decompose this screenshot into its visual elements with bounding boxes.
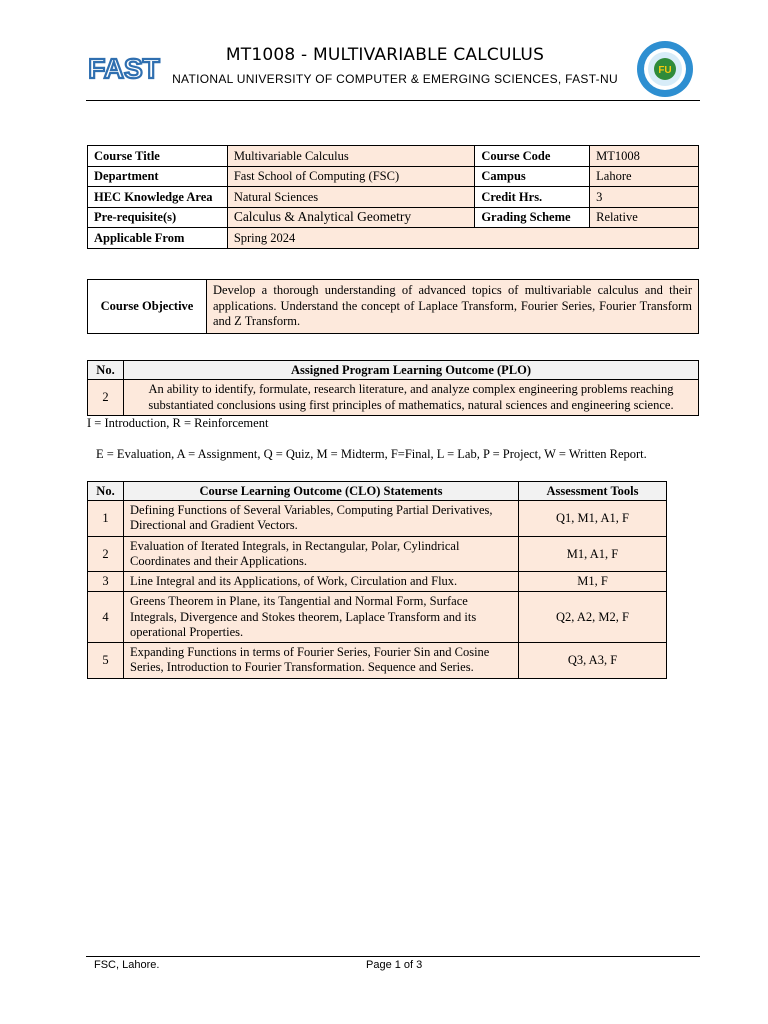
plo-description: An ability to identify, formulate, research literature, and analyze complex engineering problems reaching substantiated conclusions using first principles of mathematics, natural sciences and engineering science. [124,380,699,416]
clo-statement: Greens Theorem in Plane, its Tangential and Normal Form, Surface Integrals, Divergence and Stokes theorem, Laplace Transform and its operational Properties. [124,592,519,643]
clo-number: 3 [88,572,124,592]
course-objective-text: Develop a thorough understanding of advanced topics of multivariable calculus and their applications. Understand the concept of Laplace Transform, Fourier Series, Fourier Transform and Z Transform. [207,280,699,334]
clo-statement: Defining Functions of Several Variables, Computing Partial Derivatives, Directional and Gradient Vectors. [124,501,519,537]
clo-statement: Evaluation of Iterated Integrals, in Rectangular, Polar, Cylindrical Coordinates and their Applications. [124,536,519,572]
header-divider [86,100,700,101]
table-row [88,380,699,416]
prerequisite-label: Pre-requisite(s) [88,207,228,228]
course-info-table [87,145,699,249]
fast-logo [88,52,160,84]
table-header-row [88,361,699,380]
course-objective-label: Course Objective [88,280,207,334]
table-row [88,501,667,537]
clo-assessment-tools: M1, A1, F [519,536,667,572]
clo-statement: Expanding Functions in terms of Fourier Series, Fourier Sin and Cosine Series, Introduction to Fourier Transformation. Sequence and Series. [124,643,519,679]
table-row [88,228,699,249]
seal-text: FU [658,65,672,76]
clo-assessment-tools: M1, F [519,572,667,592]
course-objective-table [87,279,699,334]
table-row [88,146,699,167]
clo-assessment-tools: Q1, M1, A1, F [519,501,667,537]
clo-table [87,481,667,679]
footer-divider [86,956,700,957]
plo-no-header: No. [88,361,124,380]
department-value: Fast School of Computing (FSC) [227,166,475,187]
clo-statement-header: Course Learning Outcome (CLO) Statements [124,482,519,501]
course-code-value: MT1008 [590,146,699,167]
table-row [88,572,667,592]
plo-number: 2 [88,380,124,416]
clo-number: 5 [88,643,124,679]
table-header-row [88,482,667,501]
campus-label: Campus [475,166,590,187]
grading-scheme-value: Relative [590,207,699,228]
clo-number: 2 [88,536,124,572]
assessment-legend: E = Evaluation, A = Assignment, Q = Quiz, M = Midterm, F=Final, L = Lab, P = Project, W = Written Report. [96,447,647,461]
credit-hours-value: 3 [590,187,699,208]
grading-scheme-label: Grading Scheme [475,207,590,228]
table-row [88,592,667,643]
table-row [88,207,699,228]
table-row [88,280,699,334]
logo-text: FAST [88,53,160,84]
table-row [88,536,667,572]
knowledge-area-label: HEC Knowledge Area [88,187,228,208]
credit-hours-label: Credit Hrs. [475,187,590,208]
clo-number: 4 [88,592,124,643]
clo-number: 1 [88,501,124,537]
level-legend: I = Introduction, R = Reinforcement [87,416,269,430]
clo-no-header: No. [88,482,124,501]
document-title: MT1008 - MULTIVARIABLE CALCULUS [225,45,545,65]
knowledge-area-value: Natural Sciences [227,187,475,208]
applicable-from-value: Spring 2024 [227,228,698,249]
assessment-tools-header: Assessment Tools [519,482,667,501]
table-row [88,187,699,208]
clo-assessment-tools: Q3, A3, F [519,643,667,679]
course-title-label: Course Title [88,146,228,167]
footer-campus: FSC, Lahore. [94,959,160,971]
document-subtitle: NATIONAL UNIVERSITY OF COMPUTER & EMERGING SCIENCES, FAST-NU [172,72,618,86]
plo-title-header: Assigned Program Learning Outcome (PLO) [124,361,699,380]
department-label: Department [88,166,228,187]
course-title-value: Multivariable Calculus [227,146,475,167]
clo-assessment-tools: Q2, A2, M2, F [519,592,667,643]
university-seal-icon [636,40,694,98]
table-row [88,166,699,187]
plo-table [87,360,699,416]
clo-statement: Line Integral and its Applications, of Work, Circulation and Flux. [124,572,519,592]
page-number: Page 1 of 3 [366,959,423,971]
course-code-label: Course Code [475,146,590,167]
applicable-from-label: Applicable From [88,228,228,249]
table-row [88,643,667,679]
campus-value: Lahore [590,166,699,187]
prerequisite-value: Calculus & Analytical Geometry [227,207,475,228]
